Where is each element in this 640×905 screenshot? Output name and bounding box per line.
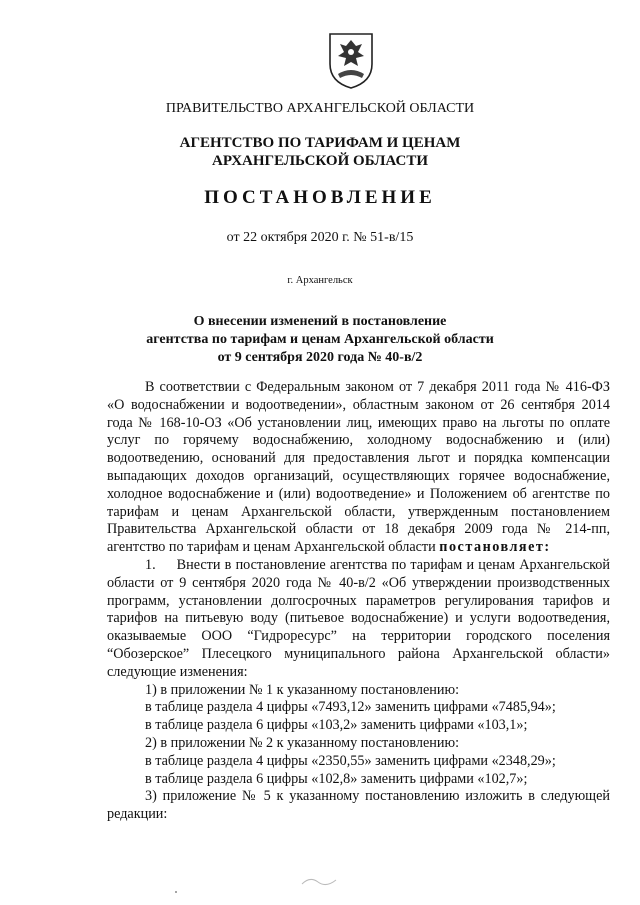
preamble-text: В соответствии с Федеральным законом от 7 декабря 2011 года № 416-ФЗ «О водоснабжении и водоотведении», областным законом от 26 сентября 2014 года № 168-10-ОЗ «Об установлении лиц, имеющих право на льготы по оплате услуг по горячему водоснабжению, холодному водоснабжению и (или) водоотведению, оснований для предоставления льгот и порядка компенсации выпадающих доходов организаций, осуществляющих горячее водоснабжение, холодное водоснабжение и (или) водоотведение» и Положением об агентстве по тарифам и ценам Архангельской области, утвержденным постановлением Правительства Архангельской области от 18 декабря 2009 года № 214-пп, агентство по тарифам и ценам Архангельской области [107, 379, 610, 556]
subject-line-2: агентства по тарифам и ценам Архангельской области [146, 332, 494, 347]
coat-of-arms-emblem [326, 30, 376, 90]
subject-line-1: О внесении изменений в постановление [193, 314, 447, 329]
scan-mark [300, 872, 340, 890]
item-1-paragraph: 1. Внести в постановление агентства по тарифам и ценам Архангельской области от 9 сентября 2020 года № 40-в/2 «Об утверждении производственных программ, установлении долгосрочных параметров регулирования тарифов и тарифов на питьевую воду (питьевое водоснабжение) и услуги водоотведения, оказываемые ООО “Гидроресурс” на территории городского поселения “Обозерское” Плесецкого муниципального района Архангельской области» следующие изменения: [107, 556, 610, 680]
subject-line-3: от 9 сентября 2020 года № 40-в/2 [217, 350, 423, 365]
subitem-1b: в таблице раздела 6 цифры «103,2» заменить цифрами «103,1»; [145, 717, 528, 734]
subitem-2b: в таблице раздела 6 цифры «102,8» заменить цифрами «102,7»; [145, 770, 528, 787]
subitem-3: 3) приложение № 5 к указанному постановлению изложить в следующей редакции: [107, 788, 610, 823]
document-city: г. Архангельск [287, 275, 353, 286]
document-subject [0, 313, 640, 367]
scan-dot [175, 891, 177, 893]
subitem-1a: в таблице раздела 4 цифры «7493,12» заменить цифрами «7485,94»; [145, 699, 556, 716]
agency-line-2: АРХАНГЕЛЬСКОЙ ОБЛАСТИ [212, 153, 428, 169]
agency-line-1: АГЕНТСТВО ПО ТАРИФАМ И ЦЕНАМ [179, 135, 461, 151]
subitem-1: 1) в приложении № 1 к указанному постановлению: [145, 681, 460, 698]
document-body [107, 379, 610, 824]
document-type-title: ПОСТАНОВЛЕНИЕ [204, 187, 436, 208]
resolves-word: постановляет: [439, 539, 551, 556]
preamble-paragraph [107, 379, 610, 557]
agency-name [0, 134, 640, 170]
subitem-2: 2) в приложении № 2 к указанному постановлению: [145, 734, 460, 751]
government-name: ПРАВИТЕЛЬСТВО АРХАНГЕЛЬСКОЙ ОБЛАСТИ [165, 101, 475, 116]
document-date-number: от 22 октября 2020 г. № 51-в/15 [226, 230, 414, 245]
subitem-2a: в таблице раздела 4 цифры «2350,55» заменить цифрами «2348,29»; [145, 752, 556, 769]
